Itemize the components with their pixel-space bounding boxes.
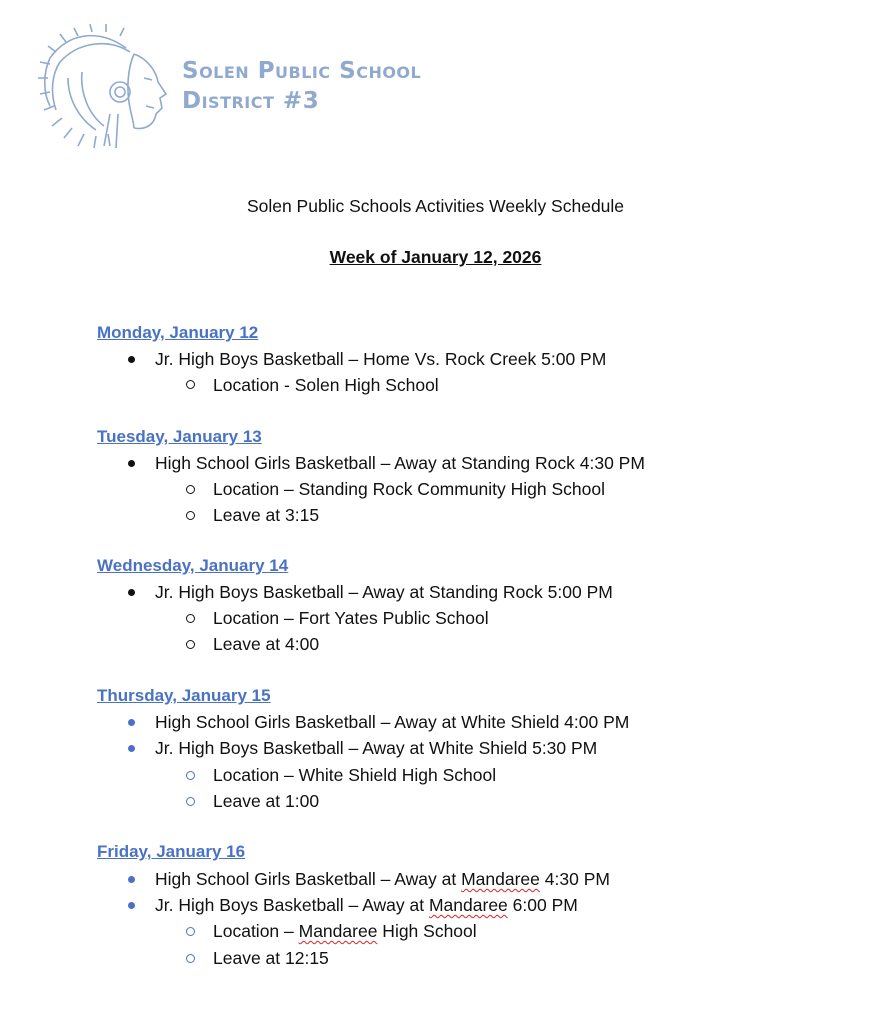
sub-bullet <box>186 954 195 963</box>
event-detail <box>213 921 477 942</box>
district-line-1: Solen Public School <box>182 58 422 84</box>
day-heading-wednesday: Wednesday, January 14 <box>97 556 289 575</box>
spellcheck-word: Mandaree <box>428 895 508 915</box>
event-detail: Location – Standing Rock Community High School <box>213 479 606 499</box>
day-heading-friday: Friday, January 16 <box>97 842 246 861</box>
sub-bullet <box>186 614 195 623</box>
event-text: Jr. High Boys Basketball – Away at <box>155 895 429 915</box>
sub-bullet <box>186 380 195 389</box>
document-title: Solen Public Schools Activities Weekly Schedule <box>246 196 625 216</box>
sub-bullet <box>186 640 195 649</box>
event-item: Jr. High Boys Basketball – Home Vs. Rock Creek 5:00 PM <box>155 349 607 369</box>
school-logo-indian-head <box>38 18 178 154</box>
detail-text: Location – <box>213 921 299 941</box>
bullet <box>128 719 135 726</box>
event-item: High School Girls Basketball – Away at White Shield 4:00 PM <box>155 712 630 732</box>
event-item: Jr. High Boys Basketball – Away at White Shield 5:30 PM <box>155 738 598 758</box>
event-item: Jr. High Boys Basketball – Away at Standing Rock 5:00 PM <box>155 582 613 602</box>
bullet <box>128 745 135 752</box>
day-heading-thursday: Thursday, January 15 <box>97 686 271 705</box>
event-item: High School Girls Basketball – Away at Standing Rock 4:30 PM <box>155 453 645 473</box>
sub-bullet <box>186 511 195 520</box>
event-detail: Location – White Shield High School <box>213 765 497 785</box>
bullet <box>128 589 135 596</box>
event-detail: Leave at 3:15 <box>213 505 320 525</box>
event-detail: Location - Solen High School <box>213 375 439 395</box>
bullet <box>128 460 135 467</box>
sub-bullet <box>186 485 195 494</box>
event-text: 4:30 PM <box>539 869 610 889</box>
bullet <box>128 356 135 363</box>
day-heading-monday: Monday, January 12 <box>97 323 259 342</box>
detail-text: High School <box>377 921 477 941</box>
event-detail: Leave at 4:00 <box>213 634 320 654</box>
event-text: High School Girls Basketball – Away at <box>155 869 462 889</box>
day-heading-tuesday: Tuesday, January 13 <box>97 427 262 446</box>
sub-bullet <box>186 927 195 936</box>
event-detail: Location – Fort Yates Public School <box>213 608 489 628</box>
event-detail: Leave at 1:00 <box>213 791 320 811</box>
event-text: 6:00 PM <box>507 895 578 915</box>
sub-bullet <box>186 771 195 780</box>
event-item <box>155 895 578 916</box>
event-detail: Leave at 12:15 <box>213 948 329 968</box>
week-heading: Week of January 12, 2026 <box>329 247 542 267</box>
district-line-2: District #3 <box>182 88 320 114</box>
bullet <box>128 902 135 909</box>
district-name <box>182 56 421 116</box>
spellcheck-word: Mandaree <box>298 921 378 941</box>
spellcheck-word: Mandaree <box>461 869 540 889</box>
bullet <box>128 876 135 883</box>
sub-bullet <box>186 797 195 806</box>
event-item <box>155 869 610 890</box>
